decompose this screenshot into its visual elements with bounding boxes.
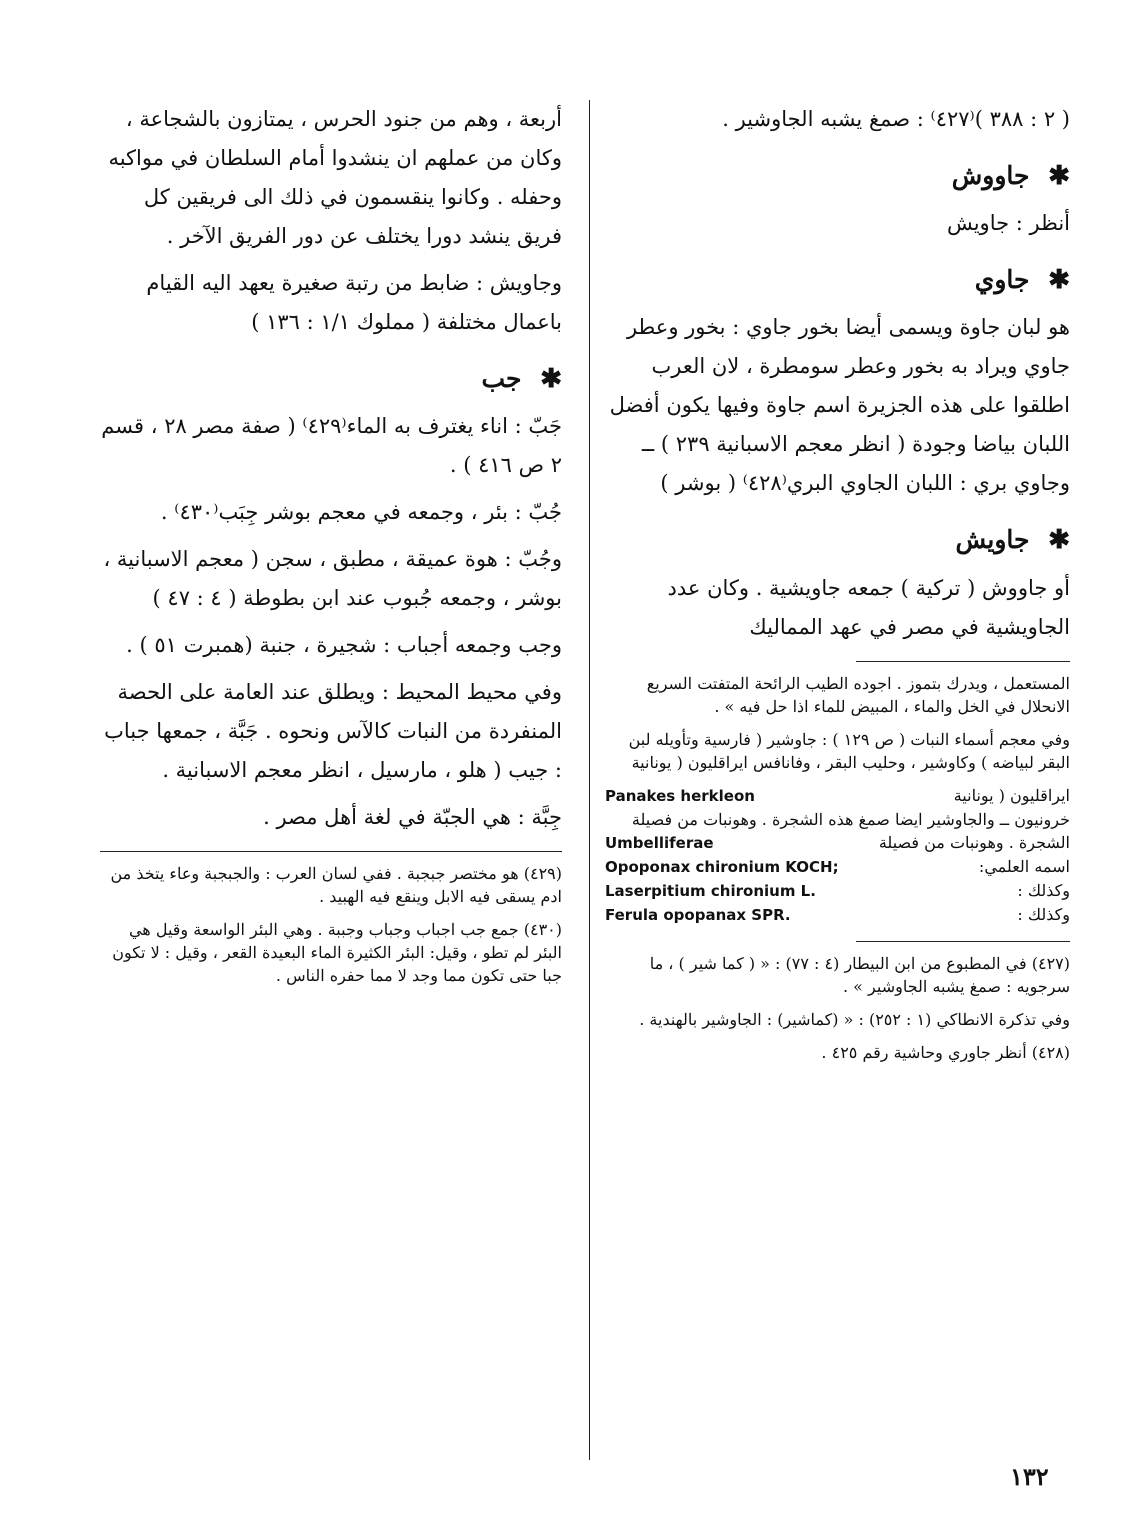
entry-text: وجب وجمعه أجباب : شجيرة ، جنبة (همبرت ٥١ ) . xyxy=(126,633,562,658)
entry-jawush xyxy=(605,161,1070,243)
latin-name: Umbelliferae xyxy=(605,833,714,852)
footnote-divider xyxy=(856,661,1070,662)
footnote-text: المستعمل ، ويدرك بتموز . اجوده الطيب الرائحة المتفتت السريع الانحلال في الخل والماء ، المبيض للماء اذا حل فيه » . xyxy=(646,673,1070,716)
footnote-text: وفي معجم أسماء النبات ( ص ١٢٩ ) : جاوشير ( فارسية وتأويله لبن البقر لبياضه ) وكاوشير ، وحليب البقر ، وفانافس ايراقليون ( يونانية xyxy=(628,729,1070,772)
latin-name: Ferula opopanax SPR. xyxy=(605,905,791,924)
latin-name: Laserpitium chironium L. xyxy=(605,881,816,900)
latin-row-label: ايراقليون ( يونانية xyxy=(953,785,1070,805)
column-divider xyxy=(589,100,590,1460)
footnote-text: خرونيون ــ والجاوشير ايضا صمغ هذه الشجرة . وهونبات من فصيلة xyxy=(631,809,1070,829)
footnotes-left xyxy=(100,862,562,987)
footnote-430: (٤٣٠) جمع جب اجباب وجباب وجببة . وهي البئر الواسعة وقيل هي البئر لم تطو ، وقيل: البئر الكثيرة الماء البعيدة القعر ، وقيل : لا تكون جبا حتى تكون مما وجد لا مما حفره الناس . xyxy=(112,920,562,986)
latin-row-label: الشجرة . وهونبات من فصيلة xyxy=(878,832,1070,852)
footnote-427-cont: وفي تذكرة الانطاكي (١ : ٢٥٢) : « (كماشير) : الجاوشير بالهندية . xyxy=(639,1009,1070,1029)
asterisk-icon: ✱ xyxy=(1048,265,1070,296)
entry-title: جاويش xyxy=(955,525,1030,555)
continued-text: أربعة ، وهم من جنود الحرس ، يمتازون بالشجاعة ، وكان من عملهم ان ينشدوا أمام السلطان في مواكبه وحفله . وكانوا ينقسمون في ذلك الى فريقين كل فريق ينشد دورا يختلف عن دور الفريق الآخر . xyxy=(108,107,562,248)
entry-text: أو جاووش ( تركية ) جمعه جاويشية . وكان عدد الجاويشية في مصر في عهد المماليك xyxy=(667,575,1070,639)
latin-row xyxy=(605,784,1070,808)
footnote-divider xyxy=(856,941,1070,942)
right-column xyxy=(605,100,1070,1074)
entry-text: وجُبّ : هوة عميقة ، مطبق ، سجن ( معجم الاسبانية ، بوشر ، وجمعه جُبوب عند ابن بطوطة ( ٤ : ٤٧ ) xyxy=(103,547,562,611)
entry-text: أنظر : جاويش xyxy=(946,211,1070,236)
footnotes-right xyxy=(605,952,1070,1064)
left-column xyxy=(100,100,562,997)
latin-name: Panakes herkleon xyxy=(605,786,755,805)
latin-row xyxy=(605,831,1070,855)
entry-text: جِبَّة : هي الجبّة في لغة أهل مصر . xyxy=(263,805,562,830)
entry-jawish xyxy=(605,525,1070,646)
latin-row xyxy=(605,879,1070,903)
entry-title: جاووش xyxy=(951,161,1030,190)
entry-text: هو لبان جاوة ويسمى أيضا بخور جاوي : بخور وعطر جاوي ويراد به بخور وعطر سومطرة ، لان العرب اطلقوا على هذه الجزيرة اسم جاوة وفيها يكون أفضل اللبان بياضا وجودة ( انظر معجم الاسبانية ٢٣٩ ) ــ وجاوي بري : اللبان الجاوي البري⁽٤٢٨⁾ ( بوشر ) xyxy=(609,315,1070,496)
entry-jawi xyxy=(605,265,1070,503)
entry-text: وفي محيط المحيط : ويطلق عند العامة على الحصة المنفردة من النبات كالآس ونحوه . جَبَّة ، جمعها جباب : جيب ( هلو ، مارسيل ، انظر معجم الاسبانية . xyxy=(104,680,562,783)
footnote-428: (٤٢٨) أنظر جاوري وحاشية رقم ٤٢٥ . xyxy=(821,1042,1070,1062)
footnote-427: (٤٢٧) في المطبوع من ابن البيطار (٤ : ٧٧) : « ( كما شير ) ، ما سرجويه : صمغ يشبه الجاوشير » . xyxy=(649,953,1070,996)
intro-line: ( ٢ : ٣٨٨ )⁽٤٢٧⁾ : صمغ يشبه الجاوشير . xyxy=(722,107,1070,131)
entry-title: جب xyxy=(481,364,522,393)
latin-name: Opoponax chironium KOCH; xyxy=(605,857,839,876)
asterisk-icon: ✱ xyxy=(1048,525,1070,556)
entry-title: جاوي xyxy=(974,265,1030,295)
latin-row xyxy=(605,855,1070,879)
latin-row-label: وكذلك : xyxy=(1017,880,1070,900)
entry-text: جَبّ : اناء يغترف به الماء⁽٤٢٩⁾ ( صفة مصر ٢٨ ، قسم ٢ ص ٤١٦ ) . xyxy=(101,414,562,478)
footnote-divider xyxy=(100,851,562,852)
entry-jubb xyxy=(100,364,562,837)
latin-row-label: وكذلك : xyxy=(1017,904,1070,924)
latin-row xyxy=(605,903,1070,927)
footnote-429: (٤٢٩) هو مختصر جبجبة . ففي لسان العرب : والجبجبة وعاء يتخذ من ادم يسقى فيه الابل وينقع فيه الهبيد . xyxy=(110,864,562,907)
footnote-continuation xyxy=(605,672,1070,927)
latin-row-label: اسمه العلمي: xyxy=(978,856,1070,876)
asterisk-icon: ✱ xyxy=(1048,161,1070,191)
entry-text: جُبّ : بئر ، وجمعه في معجم بوشر جِبَب⁽٤٣٠⁾ . xyxy=(160,500,562,525)
asterisk-icon: ✱ xyxy=(540,364,562,394)
page-number: ١٣٢ xyxy=(1010,1462,1049,1491)
continued-text: وجاويش : ضابط من رتبة صغيرة يعهد اليه القيام باعمال مختلفة ( مملوك ١/١ : ١٣٦ ) xyxy=(146,271,562,334)
